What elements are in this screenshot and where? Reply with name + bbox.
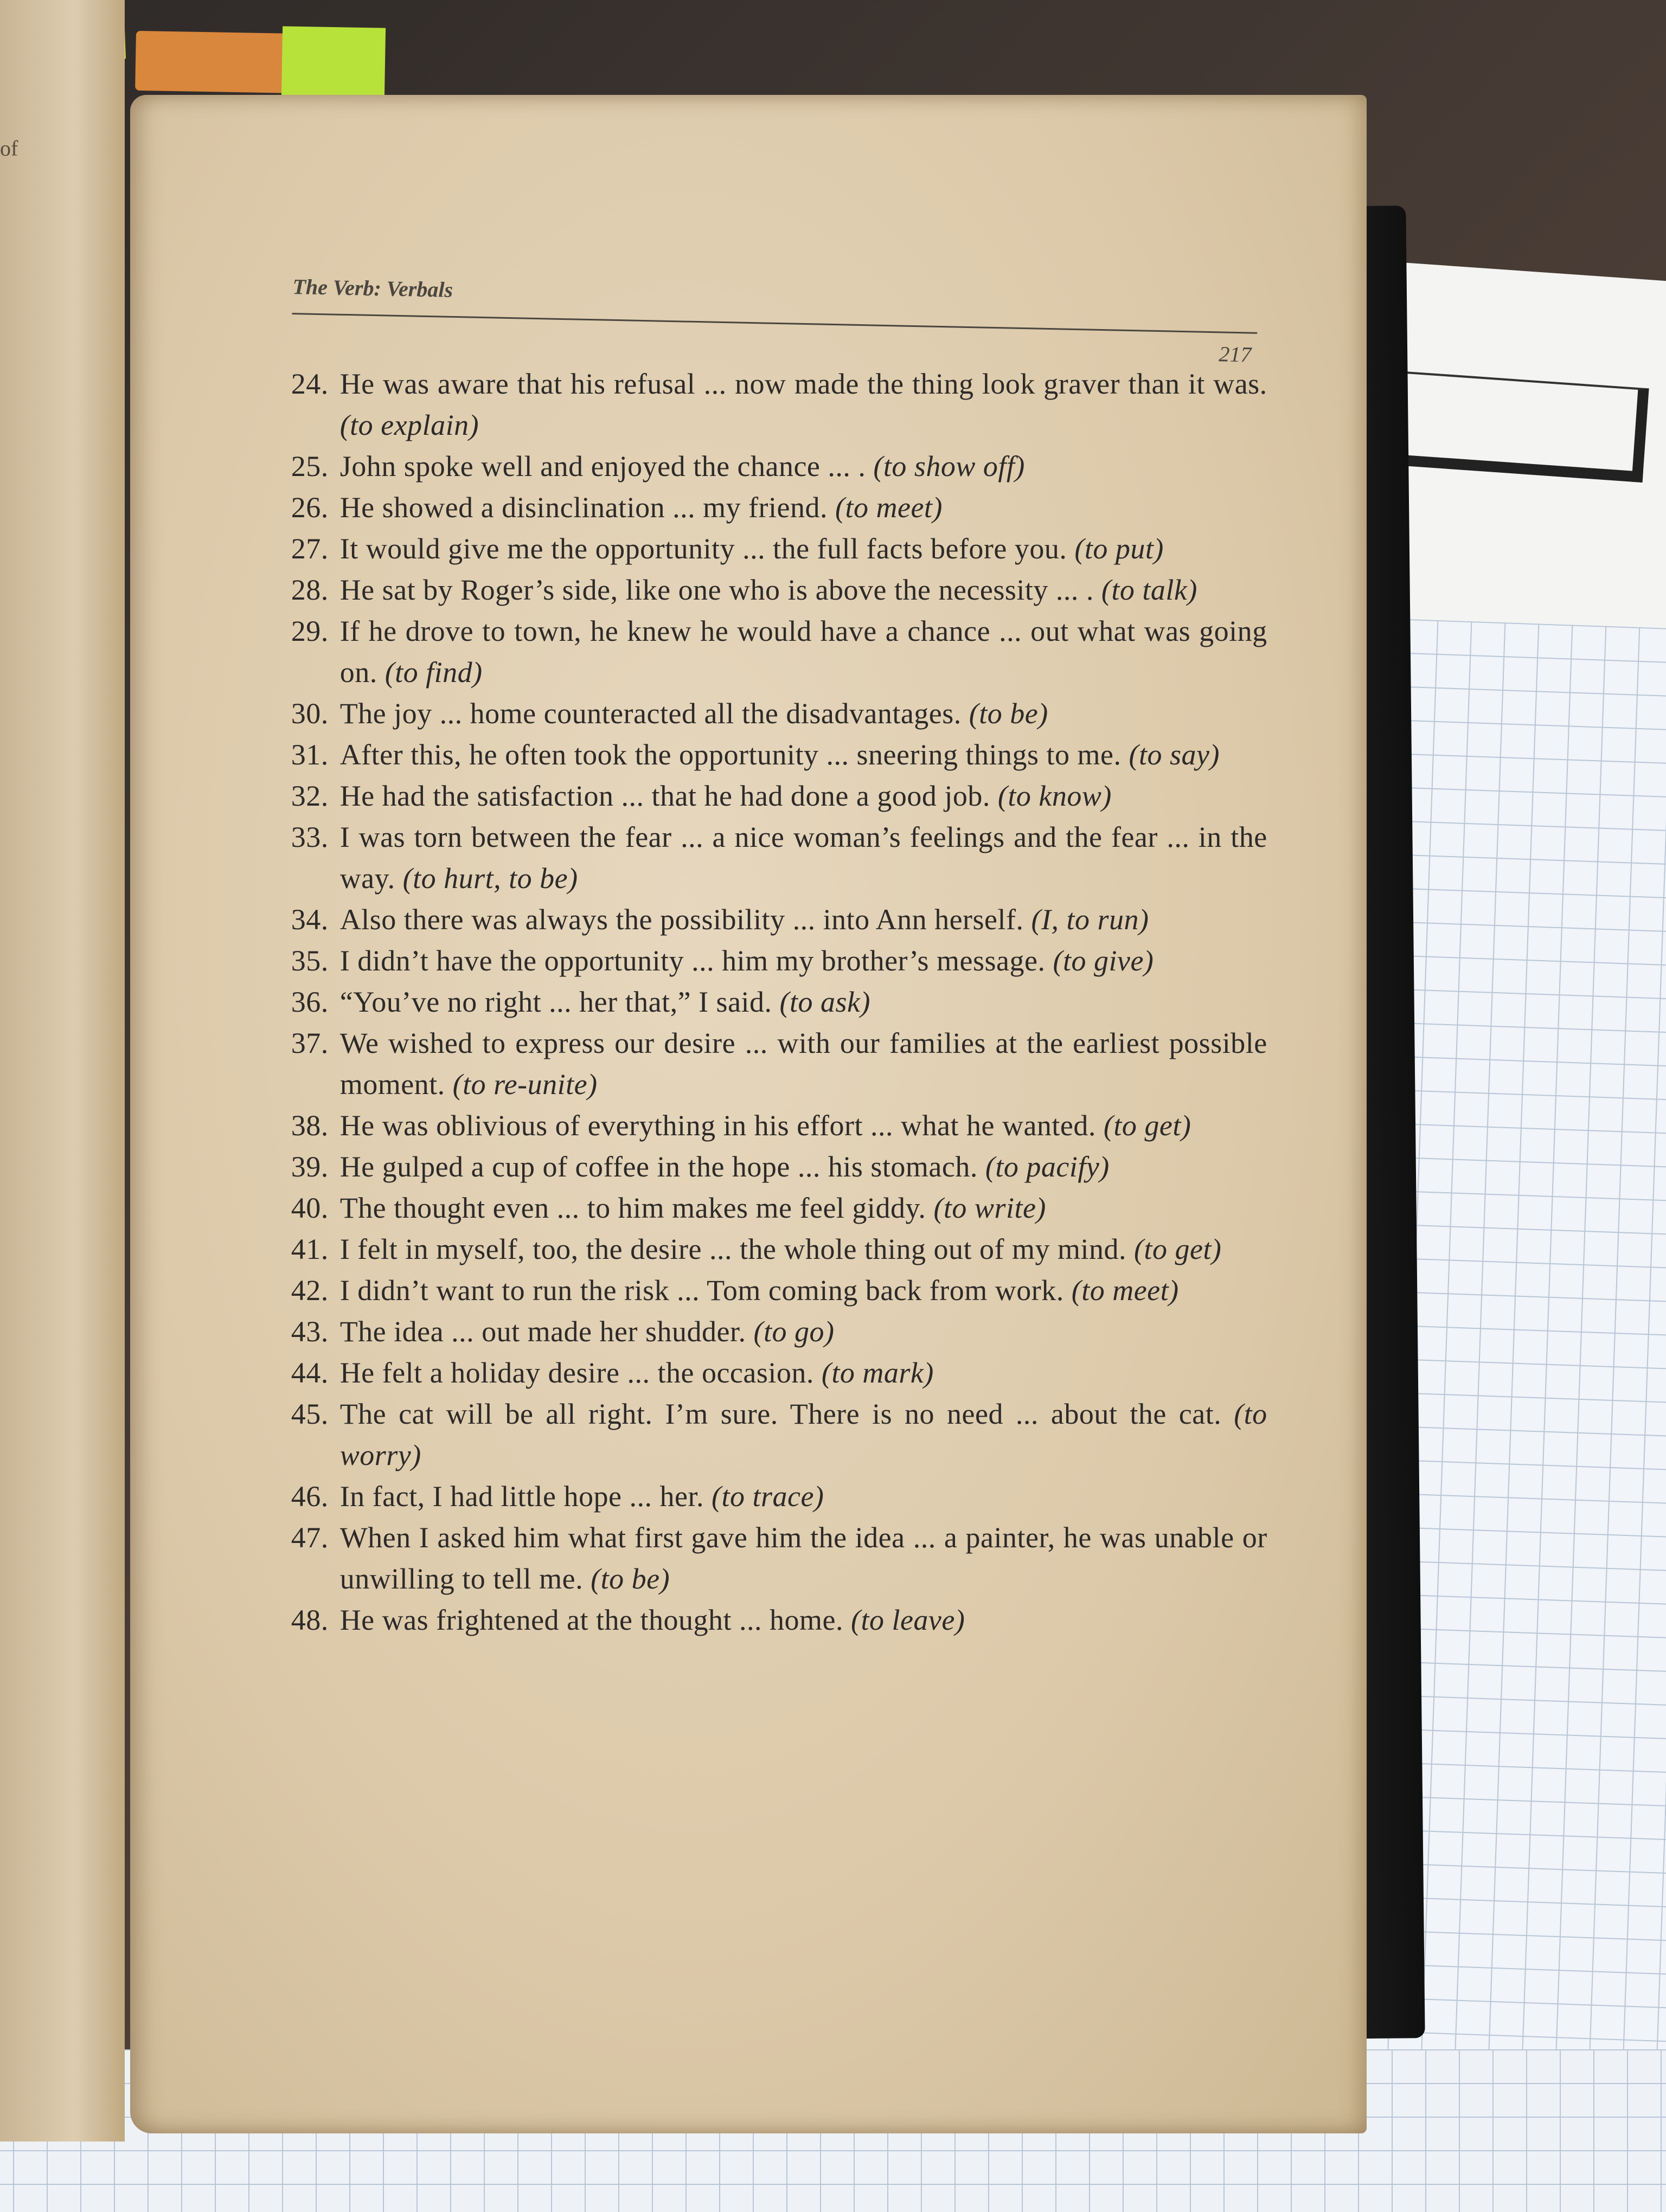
exercise-hint: (to meet) xyxy=(1071,1274,1179,1307)
exercise-item xyxy=(291,1476,1267,1517)
exercise-number: 44. xyxy=(291,1356,329,1389)
exercise-text: He felt a holiday desire ... the occasion. xyxy=(339,1356,814,1389)
exercise-item xyxy=(291,1105,1267,1146)
exercise-number: 48. xyxy=(291,1603,329,1636)
exercise-number: 27. xyxy=(291,532,329,565)
exercise-hint: (to trace) xyxy=(711,1480,824,1513)
exercise-text: John spoke well and enjoyed the chance ... . xyxy=(339,449,866,483)
page-number: 217 xyxy=(1218,342,1252,367)
exercise-item xyxy=(291,899,1267,940)
exercise-hint: (to explain) xyxy=(339,408,479,441)
exercise-item xyxy=(291,775,1267,816)
exercise-number: 29. xyxy=(291,614,329,647)
exercise-item xyxy=(291,528,1267,569)
exercise-item xyxy=(291,1023,1267,1105)
exercise-number: 43. xyxy=(291,1315,329,1348)
sticky-tab-green xyxy=(281,26,386,98)
exercise-hint: (I, to run) xyxy=(1031,903,1149,936)
exercise-text: I was torn between the fear ... a nice woman’s feelings and the fear ... in the way. xyxy=(339,820,1267,895)
exercise-text: It would give me the opportunity ... the full facts before you. xyxy=(339,532,1067,565)
header-rule xyxy=(292,313,1257,334)
left-page-fragment: of xyxy=(0,136,18,160)
exercise-number: 25. xyxy=(291,449,329,483)
exercise-text: The idea ... out made her shudder. xyxy=(339,1315,746,1348)
exercise-number: 42. xyxy=(291,1274,329,1307)
exercise-hint: (to meet) xyxy=(835,491,943,524)
exercise-item xyxy=(291,734,1267,775)
exercise-text: We wished to express our desire ... with our families at the earliest possible moment. xyxy=(339,1026,1267,1101)
exercise-number: 38. xyxy=(291,1109,329,1142)
exercise-number: 32. xyxy=(291,779,329,812)
exercise-hint: (to write) xyxy=(933,1191,1046,1224)
sheet-box-drawing xyxy=(1383,370,1649,483)
exercise-list xyxy=(291,363,1267,1641)
exercise-number: 39. xyxy=(291,1150,329,1183)
exercise-item xyxy=(291,1270,1267,1311)
exercise-text: I didn’t have the opportunity ... him my brother’s message. xyxy=(339,944,1046,977)
exercise-number: 37. xyxy=(291,1026,329,1059)
exercise-text: After this, he often took the opportunity ... sneering things to me. xyxy=(339,738,1122,771)
exercise-hint: (to hurt, to be) xyxy=(402,861,578,895)
exercise-number: 26. xyxy=(291,491,329,524)
exercise-text: The joy ... home counteracted all the disadvantages. xyxy=(339,697,962,730)
exercise-item xyxy=(291,693,1267,734)
left-page-edge xyxy=(0,0,125,2142)
exercise-hint: (to find) xyxy=(385,655,483,689)
exercise-number: 40. xyxy=(291,1191,329,1224)
exercise-text: He was oblivious of everything in his effort ... what he wanted. xyxy=(339,1109,1096,1142)
exercise-hint: (to ask) xyxy=(779,985,871,1018)
exercise-text: He was aware that his refusal ... now made the thing look graver than it was. xyxy=(339,367,1267,400)
exercise-text: He gulped a cup of coffee in the hope ... his stomach. xyxy=(339,1150,978,1183)
exercise-number: 28. xyxy=(291,573,329,606)
exercise-item xyxy=(291,1311,1267,1352)
exercise-text: He showed a disinclination ... my friend. xyxy=(339,491,828,524)
exercise-text: If he drove to town, he knew he would have a chance ... out what was going on. xyxy=(339,614,1267,689)
exercise-item xyxy=(291,1146,1267,1187)
exercise-item xyxy=(291,816,1267,899)
exercise-item xyxy=(291,1599,1267,1641)
exercise-item xyxy=(291,1352,1267,1393)
exercise-number: 31. xyxy=(291,738,329,771)
exercise-text: Also there was always the possibility ... into Ann herself. xyxy=(339,903,1024,936)
exercise-hint: (to re-unite) xyxy=(452,1068,598,1101)
running-head: The Verb: Verbals xyxy=(292,274,453,302)
exercise-hint: (to be) xyxy=(969,697,1048,730)
exercise-item xyxy=(291,1393,1267,1476)
exercise-text: In fact, I had little hope ... her. xyxy=(339,1480,704,1513)
exercise-hint: (to know) xyxy=(997,779,1112,812)
exercise-text: I didn’t want to run the risk ... Tom coming back from work. xyxy=(339,1274,1064,1307)
exercise-number: 46. xyxy=(291,1480,329,1513)
exercise-item xyxy=(291,363,1267,446)
exercise-item xyxy=(291,1229,1267,1270)
book-page xyxy=(130,95,1367,2133)
exercise-hint: (to get) xyxy=(1133,1232,1222,1265)
exercise-hint: (to go) xyxy=(753,1315,835,1348)
exercise-text: “You’ve no right ... her that,” I said. xyxy=(339,985,772,1018)
exercise-hint: (to leave) xyxy=(850,1603,965,1636)
exercise-number: 33. xyxy=(291,820,329,853)
exercise-number: 47. xyxy=(291,1521,329,1554)
exercise-hint: (to talk) xyxy=(1101,573,1197,606)
exercise-text: He was frightened at the thought ... home. xyxy=(339,1603,843,1636)
exercise-hint: (to say) xyxy=(1129,738,1220,771)
exercise-text: The cat will be all right. I’m sure. There is no need ... about the cat. xyxy=(339,1397,1222,1430)
exercise-number: 34. xyxy=(291,903,329,936)
exercise-hint: (to show off) xyxy=(873,449,1025,483)
exercise-hint: (to give) xyxy=(1053,944,1154,977)
exercise-item xyxy=(291,610,1267,693)
exercise-hint: (to get) xyxy=(1103,1109,1191,1142)
exercise-text: When I asked him what first gave him the idea ... a painter, he was unable or unwilling to tell me. xyxy=(339,1521,1267,1595)
exercise-number: 24. xyxy=(291,367,329,400)
exercise-item xyxy=(291,569,1267,610)
exercise-hint: (to pacify) xyxy=(985,1150,1110,1183)
exercise-item xyxy=(291,981,1267,1023)
exercise-number: 30. xyxy=(291,697,329,730)
exercise-item xyxy=(291,1517,1267,1599)
exercise-text: The thought even ... to him makes me feel giddy. xyxy=(339,1191,926,1224)
exercise-hint: (to put) xyxy=(1074,532,1164,565)
exercise-text: I felt in myself, too, the desire ... the whole thing out of my mind. xyxy=(339,1232,1126,1265)
exercise-item xyxy=(291,487,1267,528)
exercise-number: 35. xyxy=(291,944,329,977)
exercise-item xyxy=(291,446,1267,487)
exercise-number: 45. xyxy=(291,1397,329,1430)
exercise-number: 41. xyxy=(291,1232,329,1265)
exercise-hint: (to mark) xyxy=(821,1356,934,1389)
exercise-hint: (to be) xyxy=(591,1562,670,1595)
exercise-hint: (to worry) xyxy=(339,1397,1267,1471)
page-content xyxy=(291,274,1377,1636)
exercise-item xyxy=(291,1187,1267,1229)
exercise-number: 36. xyxy=(291,985,329,1018)
exercise-text: He sat by Roger’s side, like one who is above the necessity ... . xyxy=(339,573,1094,606)
exercise-item xyxy=(291,940,1267,981)
exercise-text: He had the satisfaction ... that he had done a good job. xyxy=(339,779,990,812)
